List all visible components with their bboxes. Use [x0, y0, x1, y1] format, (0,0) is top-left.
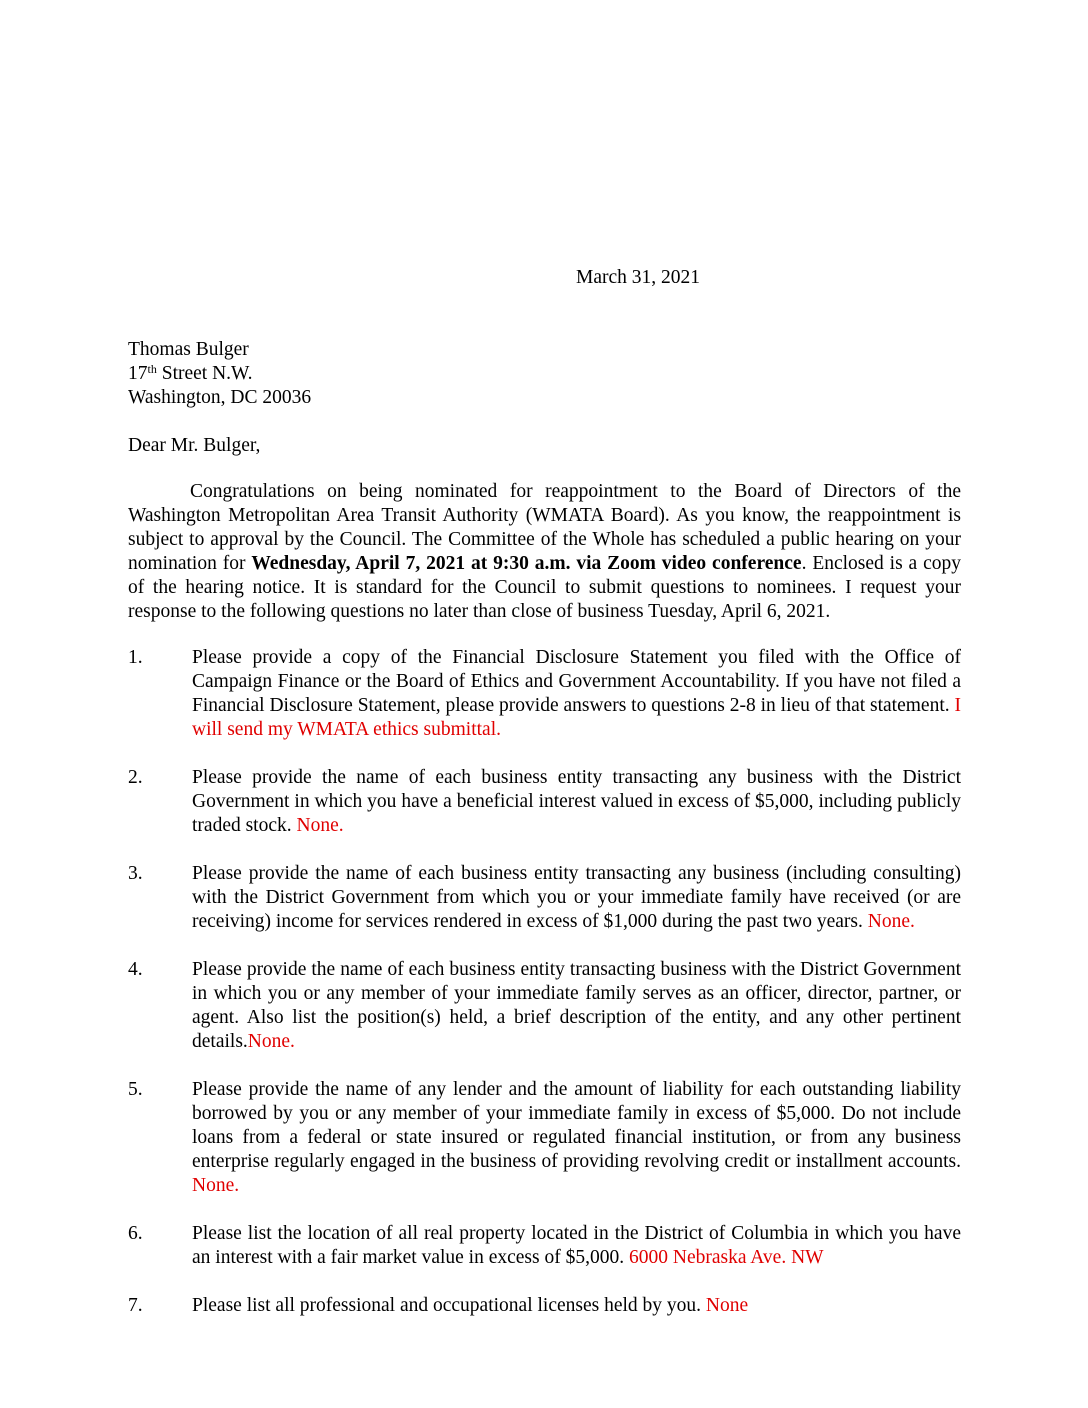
question-item [128, 958, 961, 1054]
street-ordinal-suffix: th [147, 362, 157, 376]
question-answer: I will send my WMATA ethics submittal. [192, 695, 961, 740]
question-item [128, 1078, 961, 1198]
question-number: 2. [128, 767, 143, 788]
question-answer: None [705, 1295, 749, 1316]
questions-list [128, 646, 961, 1342]
question-text: Please provide a copy of the Financial Disclosure Statement you filed with the Office of Campaign Finance or the Board of Ethics and Government Accountability. If you have not filed a Financial Disclosure Statement, please provide answers to questions 2-8 in lieu of that statement. [192, 647, 961, 716]
hearing-date-emphasis: Wednesday, April 7, 2021 at 9:30 a.m. via Zoom video conference [251, 553, 802, 574]
recipient-address [128, 338, 311, 410]
question-text: Please list the location of all real property located in the District of Columbia in which you have an interest with a fair market value in excess of $5,000. [192, 1223, 961, 1268]
question-number: 3. [128, 863, 143, 884]
street-number: 17 [128, 363, 148, 384]
question-item [128, 862, 961, 934]
letter-date: March 31, 2021 [576, 267, 701, 288]
question-answer: 6000 Nebraska Ave. NW [628, 1247, 824, 1268]
question-answer: None. [247, 1031, 295, 1052]
question-answer: None. [192, 1175, 240, 1196]
question-text: Please provide the name of each business entity transacting any business with the District Government in which you have a beneficial interest valued in excess of $5,000, including publicly traded stock. [192, 767, 961, 836]
intro-text-part1: Congratulations on being nominated for reappointment to the Board of Directors of the Washington Metropolitan Area Transit Authority (WMATA Board). As you know, the reappointment is subject to approval by the Council. The Committee of the Whole has scheduled a public hearing on your nomination for [128, 481, 961, 574]
question-item [128, 1222, 961, 1270]
recipient-street [128, 362, 311, 386]
recipient-name: Thomas Bulger [128, 339, 249, 360]
question-item [128, 1294, 961, 1318]
intro-paragraph [128, 480, 961, 624]
question-number: 6. [128, 1223, 143, 1244]
street-name: Street N.W. [156, 363, 253, 384]
question-number: 7. [128, 1295, 143, 1316]
question-answer: None. [296, 815, 344, 836]
question-text: Please provide the name of each business entity transacting business with the District Government in which you or any member of your immediate family serves as an officer, director, partner, or agent. Also list the position(s) held, a brief description of the entity, and any other pertinent details. [192, 959, 961, 1052]
question-text: Please provide the name of any lender and the amount of liability for each outstanding liability borrowed by you or any member of your immediate family in excess of $5,000. Do not include loans from a federal or state insured or regulated financial institution, or from any business enterprise regularly engaged in the business of providing revolving credit or installment accounts. [192, 1079, 961, 1172]
intro-text-part2: . Enclosed is a copy of the hearing notice. It is standard for the Council to submit questions to nominees. I request your response to the following questions no later than close of business Tuesday, April 6, 2021. [128, 553, 961, 622]
recipient-city: Washington, DC 20036 [128, 387, 312, 408]
question-answer: None. [867, 911, 915, 932]
question-text: Please provide the name of each business entity transacting any business (including consulting) with the District Government from which you or your immediate family have received (or are receiving) income for services rendered in excess of $1,000 during the past two years. [192, 863, 961, 932]
question-number: 5. [128, 1079, 143, 1100]
question-number: 1. [128, 647, 143, 668]
question-item [128, 646, 961, 742]
salutation: Dear Mr. Bulger, [128, 435, 261, 456]
question-item [128, 766, 961, 838]
question-number: 4. [128, 959, 143, 980]
question-text: Please list all professional and occupational licenses held by you. [192, 1295, 706, 1316]
